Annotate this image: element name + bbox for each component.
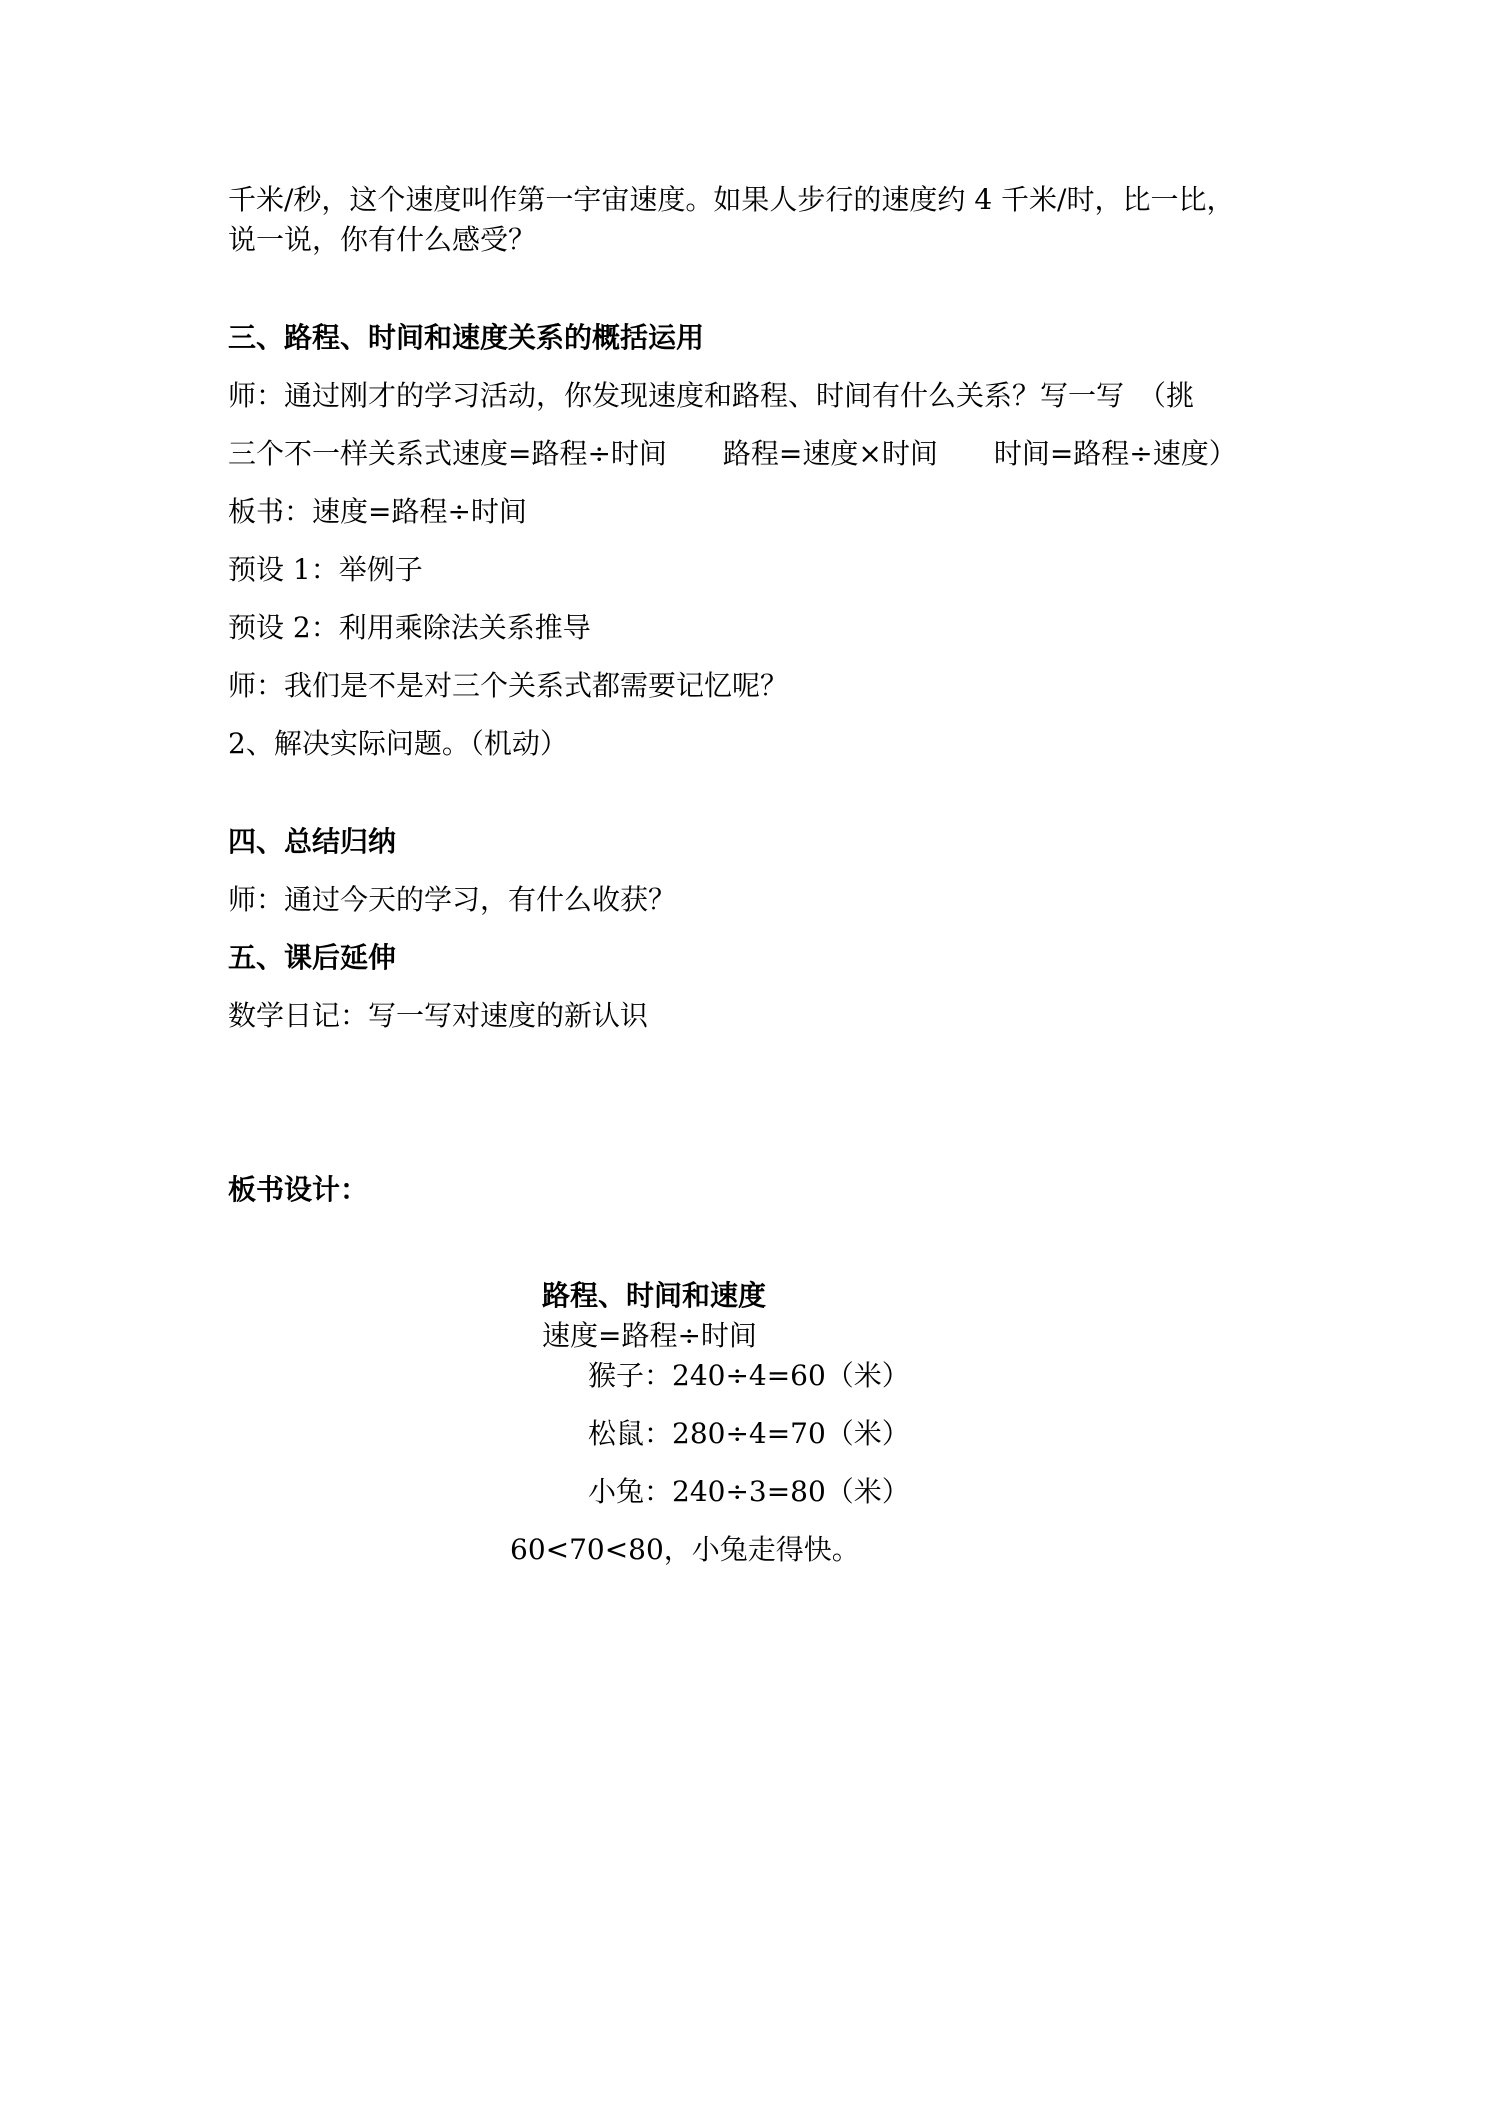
section-5-heading: 五、课后延伸 (228, 941, 397, 974)
teacher-question-2: 师：我们是不是对三个关系式都需要记忆呢？ (228, 669, 789, 702)
board-design-squirrel: 松鼠：280÷4=70（米） (588, 1417, 910, 1450)
preset-1: 预设 1：举例子 (228, 553, 423, 586)
intro-line-1: 千米/秒，这个速度叫作第一宇宙速度。如果人步行的速度约 4 千米/时，比一比， (228, 183, 1235, 216)
section-4-heading: 四、总结归纳 (228, 825, 397, 858)
section-4-teacher-question: 师：通过今天的学习，有什么收获？ (228, 883, 677, 916)
board-design-title: 路程、时间和速度 (542, 1279, 767, 1312)
preset-2: 预设 2：利用乘除法关系推导 (228, 611, 591, 644)
board-note: 板书：速度=路程÷时间 (228, 495, 527, 528)
teacher-question-line-2: 三个不一样关系式速度=路程÷时间 路程=速度×时间 时间=路程÷速度） (228, 437, 1237, 470)
section-3-heading: 三、路程、时间和速度关系的概括运用 (228, 321, 705, 354)
section-5-task: 数学日记：写一写对速度的新认识 (228, 999, 649, 1032)
practice-item: 2、解决实际问题。（机动） (228, 727, 568, 760)
board-design-rabbit: 小兔：240÷3=80（米） (588, 1475, 910, 1508)
board-design-formula: 速度=路程÷时间 (542, 1319, 757, 1352)
board-design-monkey: 猴子：240÷4=60（米） (588, 1359, 910, 1392)
board-design-conclusion: 60<70<80，小兔走得快。 (510, 1533, 860, 1566)
board-design-label: 板书设计： (228, 1173, 369, 1206)
intro-line-2: 说一说，你有什么感受？ (228, 223, 537, 256)
teacher-question-line-1: 师：通过刚才的学习活动，你发现速度和路程、时间有什么关系？写一写 （挑 (228, 379, 1195, 412)
